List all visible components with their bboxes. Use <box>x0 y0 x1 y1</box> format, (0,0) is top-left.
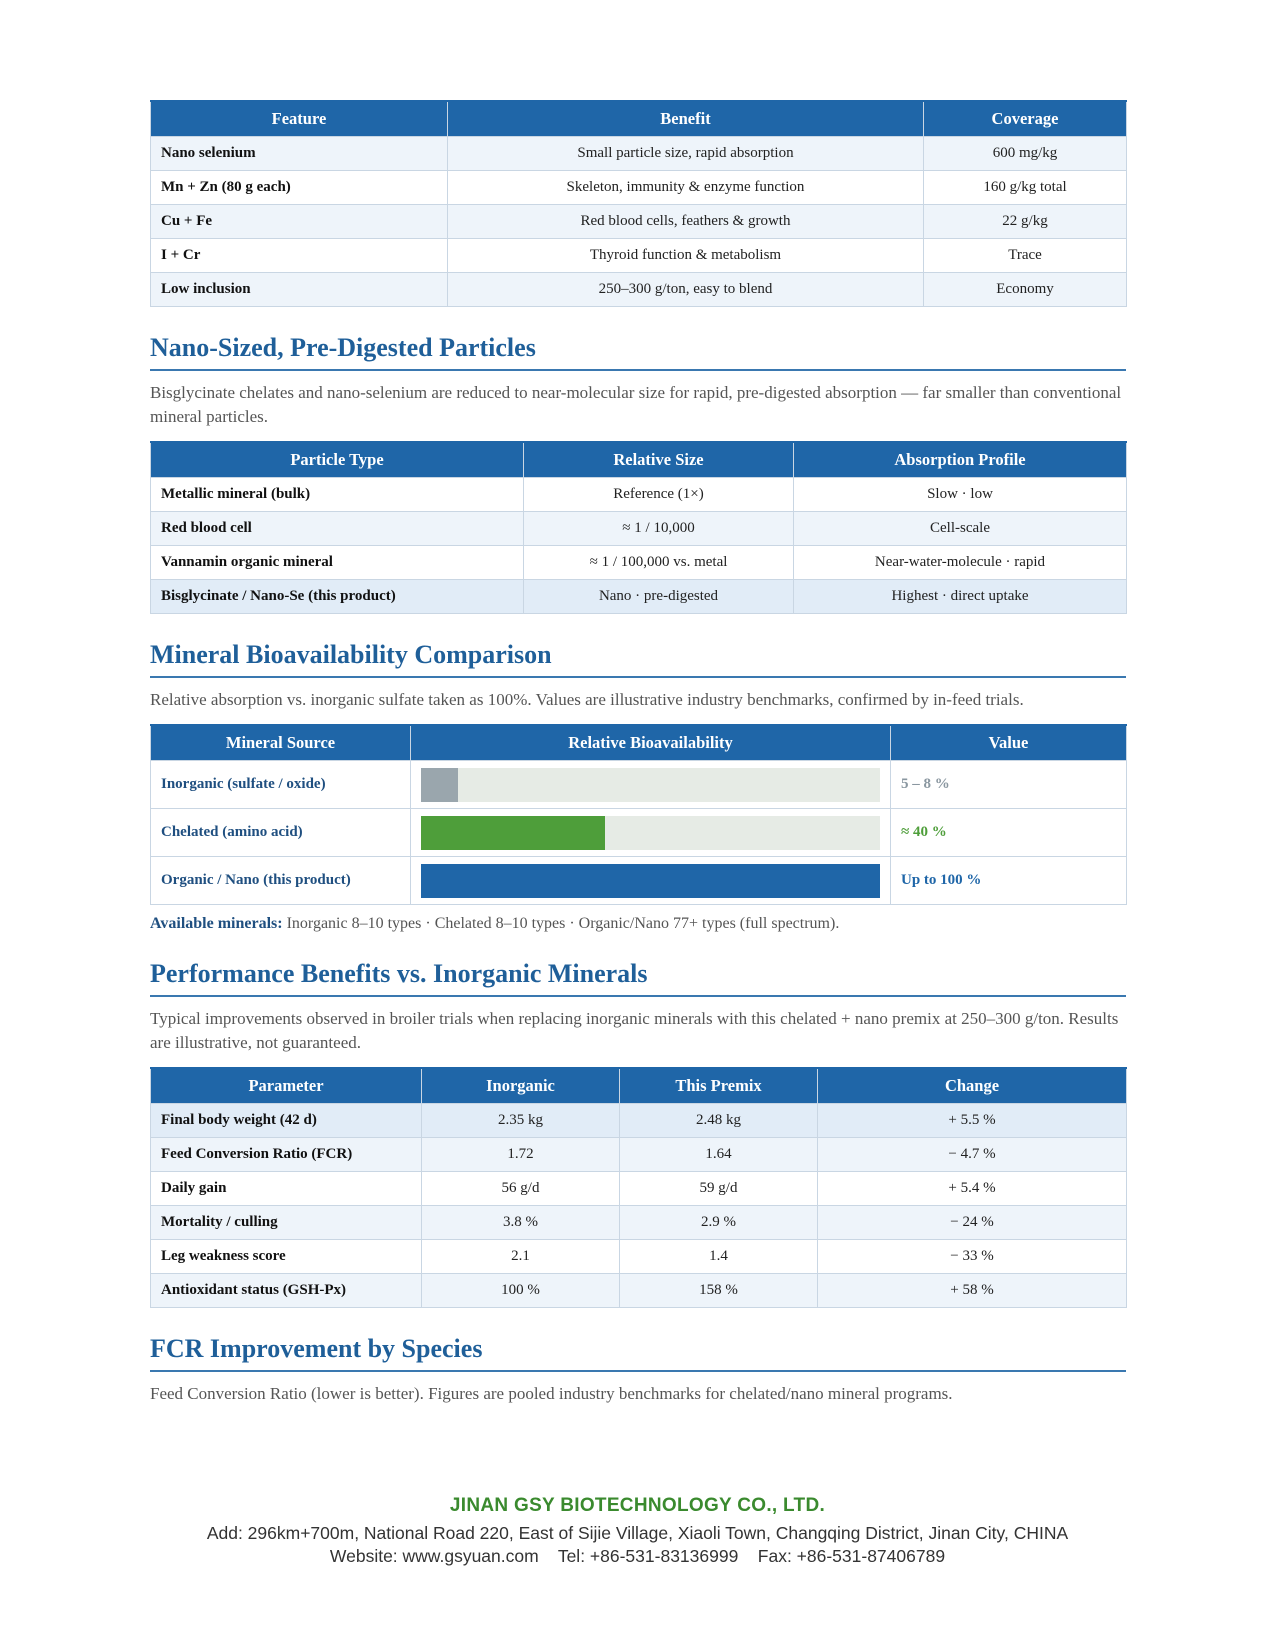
features-table <box>150 100 1127 307</box>
section-description: Relative absorption vs. inorganic sulfate taken as 100%. Values are illustrative industry benchmarks, confirmed by in-feed trials. <box>150 690 1024 709</box>
column-header: Coverage <box>924 101 1127 137</box>
page-footer <box>0 1495 1275 1567</box>
coverage-cell: 600 mg/kg <box>924 137 1127 171</box>
value-cell: 5 – 8 % <box>891 761 1127 809</box>
feature-cell: Cu + Fe <box>151 205 448 239</box>
column-header: Benefit <box>448 101 924 137</box>
absorption-cell: Cell-scale <box>794 512 1127 546</box>
table-row <box>151 1206 1127 1240</box>
performance-table <box>150 1067 1127 1308</box>
available-minerals-label: Available minerals: <box>150 915 283 932</box>
available-minerals-text: Inorganic 8–10 types · Chelated 8–10 types · Organic/Nano 77+ types (full spectrum). <box>282 915 840 932</box>
section-description: Bisglycinate chelates and nano-selenium are reduced to near-molecular size for rapid, pre-digested absorption — far smaller than conventional mineral particles. <box>150 383 1122 426</box>
section-title: Nano-Sized, Pre-Digested Particles <box>150 333 1126 371</box>
feature-cell: I + Cr <box>151 239 448 273</box>
benefit-cell: Red blood cells, feathers & growth <box>448 205 924 239</box>
coverage-cell: 160 g/kg total <box>924 171 1127 205</box>
table-row <box>151 512 1127 546</box>
table-row <box>151 239 1127 273</box>
section-description: Feed Conversion Ratio (lower is better). Figures are pooled industry benchmarks for chelated/nano mineral programs. <box>150 1384 953 1403</box>
table-row <box>151 137 1127 171</box>
particles-section <box>150 333 1126 614</box>
bioavailability-table <box>150 724 1127 905</box>
table-row <box>151 1104 1127 1138</box>
relative-size-cell: Nano · pre-digested <box>524 580 794 614</box>
benefit-cell: Small particle size, rapid absorption <box>448 137 924 171</box>
column-header: Feature <box>151 101 448 137</box>
table-row <box>151 1172 1127 1206</box>
coverage-cell: 22 g/kg <box>924 205 1127 239</box>
table-row <box>151 809 1127 857</box>
parameter-cell: Antioxidant status (GSH-Px) <box>151 1274 422 1308</box>
absorption-cell: Slow · low <box>794 478 1127 512</box>
parameter-cell: Final body weight (42 d) <box>151 1104 422 1138</box>
bioavailability-section <box>150 640 1126 933</box>
value-cell: Up to 100 % <box>891 857 1127 905</box>
column-header: Value <box>891 725 1127 761</box>
bar-cell <box>411 809 891 857</box>
particle-type-cell: Bisglycinate / Nano-Se (this product) <box>151 580 524 614</box>
table-row <box>151 1138 1127 1172</box>
parameter-cell: Leg weakness score <box>151 1240 422 1274</box>
section-title: FCR Improvement by Species <box>150 1334 1126 1372</box>
fcr-section <box>150 1334 1126 1406</box>
absorption-cell: Highest · direct uptake <box>794 580 1127 614</box>
feature-cell: Mn + Zn (80 g each) <box>151 171 448 205</box>
premix-cell: 158 % <box>620 1274 818 1308</box>
feature-cell: Nano selenium <box>151 137 448 171</box>
bar-track <box>421 864 880 898</box>
section-title: Performance Benefits vs. Inorganic Minerals <box>150 959 1126 997</box>
bioavailability-bar <box>421 864 880 898</box>
coverage-cell: Trace <box>924 239 1127 273</box>
table-row <box>151 580 1127 614</box>
bioavailability-bar <box>421 816 605 850</box>
relative-size-cell: Reference (1×) <box>524 478 794 512</box>
bar-cell <box>411 857 891 905</box>
parameter-cell: Mortality / culling <box>151 1206 422 1240</box>
premix-cell: 59 g/d <box>620 1172 818 1206</box>
inorganic-cell: 3.8 % <box>422 1206 620 1240</box>
table-row <box>151 478 1127 512</box>
table-row <box>151 546 1127 580</box>
absorption-cell: Near-water-molecule · rapid <box>794 546 1127 580</box>
bioavailability-bar <box>421 768 458 802</box>
available-minerals-note <box>150 915 1126 933</box>
table-row <box>151 857 1127 905</box>
company-name: JINAN GSY BIOTECHNOLOGY CO., LTD. <box>449 1495 826 1516</box>
change-cell: − 33 % <box>818 1240 1127 1274</box>
table-row <box>151 1240 1127 1274</box>
document-body <box>150 100 1126 1418</box>
column-header: Relative Size <box>524 442 794 478</box>
section-title: Mineral Bioavailability Comparison <box>150 640 1126 678</box>
features-table-header <box>151 101 1127 137</box>
column-header: This Premix <box>620 1068 818 1104</box>
particle-type-cell: Metallic mineral (bulk) <box>151 478 524 512</box>
column-header: Mineral Source <box>151 725 411 761</box>
particles-table-header <box>151 442 1127 478</box>
bar-track <box>421 816 880 850</box>
table-row <box>151 273 1127 307</box>
premix-cell: 2.9 % <box>620 1206 818 1240</box>
column-header: Change <box>818 1068 1127 1104</box>
inorganic-cell: 100 % <box>422 1274 620 1308</box>
section-description: Typical improvements observed in broiler trials when replacing inorganic minerals with this chelated + nano premix at 250–300 g/ton. Results are illustrative, not guaranteed. <box>150 1009 1119 1052</box>
company-contact: Website: www.gsyuan.com Tel: +86-531-83136999 Fax: +86-531-87406789 <box>329 1546 946 1566</box>
inorganic-cell: 2.35 kg <box>422 1104 620 1138</box>
premix-cell: 1.64 <box>620 1138 818 1172</box>
relative-size-cell: ≈ 1 / 100,000 vs. metal <box>524 546 794 580</box>
benefit-cell: 250–300 g/ton, easy to blend <box>448 273 924 307</box>
premix-cell: 1.4 <box>620 1240 818 1274</box>
bioavailability-table-header <box>151 725 1127 761</box>
column-header: Parameter <box>151 1068 422 1104</box>
column-header: Particle Type <box>151 442 524 478</box>
premix-cell: 2.48 kg <box>620 1104 818 1138</box>
benefit-cell: Thyroid function & metabolism <box>448 239 924 273</box>
change-cell: + 5.5 % <box>818 1104 1127 1138</box>
coverage-cell: Economy <box>924 273 1127 307</box>
parameter-cell: Daily gain <box>151 1172 422 1206</box>
mineral-source-cell: Organic / Nano (this product) <box>151 857 411 905</box>
change-cell: − 24 % <box>818 1206 1127 1240</box>
column-header: Inorganic <box>422 1068 620 1104</box>
mineral-source-cell: Chelated (amino acid) <box>151 809 411 857</box>
particle-type-cell: Red blood cell <box>151 512 524 546</box>
change-cell: + 58 % <box>818 1274 1127 1308</box>
table-row <box>151 761 1127 809</box>
relative-size-cell: ≈ 1 / 10,000 <box>524 512 794 546</box>
benefit-cell: Skeleton, immunity & enzyme function <box>448 171 924 205</box>
performance-section <box>150 959 1126 1308</box>
inorganic-cell: 56 g/d <box>422 1172 620 1206</box>
table-row <box>151 1274 1127 1308</box>
particles-table <box>150 441 1127 614</box>
table-row <box>151 205 1127 239</box>
table-row <box>151 171 1127 205</box>
bar-track <box>421 768 880 802</box>
inorganic-cell: 2.1 <box>422 1240 620 1274</box>
company-address: Add: 296km+700m, National Road 220, East of Sijie Village, Xiaoli Town, Changqing District, Jinan City, CHINA <box>206 1523 1069 1543</box>
column-header: Absorption Profile <box>794 442 1127 478</box>
particle-type-cell: Vannamin organic mineral <box>151 546 524 580</box>
column-header: Relative Bioavailability <box>411 725 891 761</box>
value-cell: ≈ 40 % <box>891 809 1127 857</box>
inorganic-cell: 1.72 <box>422 1138 620 1172</box>
bar-cell <box>411 761 891 809</box>
feature-cell: Low inclusion <box>151 273 448 307</box>
change-cell: − 4.7 % <box>818 1138 1127 1172</box>
change-cell: + 5.4 % <box>818 1172 1127 1206</box>
parameter-cell: Feed Conversion Ratio (FCR) <box>151 1138 422 1172</box>
performance-table-header <box>151 1068 1127 1104</box>
mineral-source-cell: Inorganic (sulfate / oxide) <box>151 761 411 809</box>
